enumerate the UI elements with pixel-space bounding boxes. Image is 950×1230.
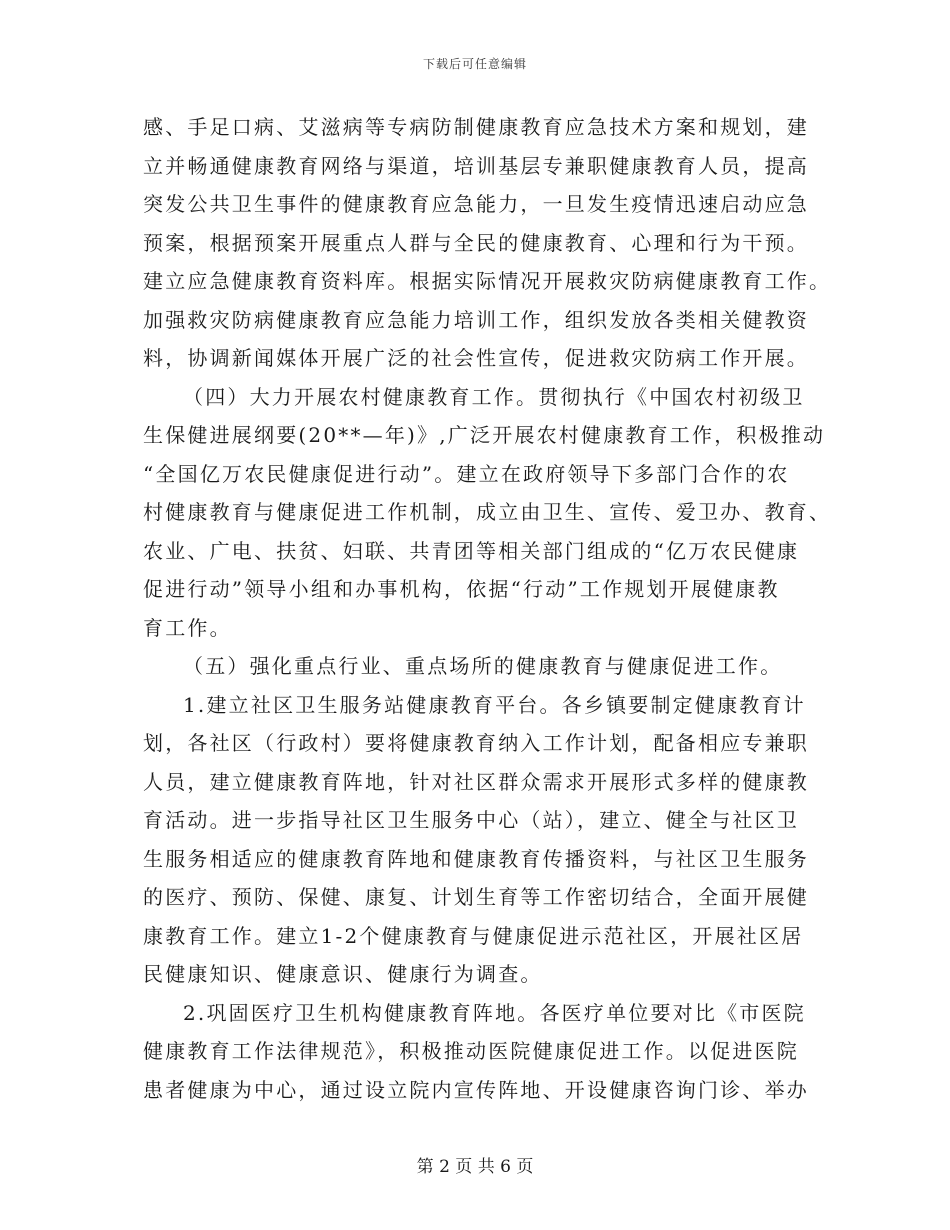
text-line: 康教育工作。建立1-2个健康教育与健康促进示范社区，开展社区居	[143, 923, 804, 948]
text-line: 料，协调新闻媒体开展广泛的社会性宣传，促进救灾防病工作开展。	[143, 346, 809, 370]
text-line: 划，各社区（行政村）要将健康教育纳入工作计划，配备相应专兼职	[143, 731, 809, 755]
text-line: 突发公共卫生事件的健康教育应急能力，一旦发生疫情迅速启动应急	[143, 192, 809, 216]
text-line: 育活动。进一步指导社区卫生服务中心（站），建立、健全与社区卫	[143, 808, 799, 832]
text-line: 患者健康为中心，通过设立院内宣传阵地、开设健康咨询门诊、举办	[143, 1077, 809, 1102]
text-line: 民健康知识、健康意识、健康行为调查。	[143, 962, 543, 986]
text-line: 1.建立社区卫生服务站健康教育平台。各乡镇要制定健康教育计	[183, 692, 806, 717]
text-line: 立并畅通健康教育网络与渠道，培训基层专兼职健康教育人员，提高	[143, 153, 809, 178]
page-number-footer: 第 2 页 共 6 页	[416, 1157, 534, 1177]
text-line: 的医疗、预防、保健、康复、计划生育等工作密切结合，全面开展健	[143, 885, 809, 909]
text-line: （四）大力开展农村健康教育工作。贯彻执行《中国农村初级卫	[183, 384, 805, 409]
text-line: （五）强化重点行业、重点场所的健康教育与健康促进工作。	[183, 654, 783, 678]
document-body	[143, 108, 832, 1109]
text-line: 促进行动”领导小组和办事机构，依据“行动”工作规划开展健康教	[143, 577, 780, 601]
text-line: 村健康教育与健康促进工作机制，成立由卫生、宣传、爱卫办、教育、	[143, 500, 832, 524]
text-line: 人员，建立健康教育阵地，针对社区群众需求开展形式多样的健康教	[143, 769, 809, 794]
text-line: “全国亿万农民健康促进行动”。建立在政府领导下多部门合作的农	[143, 461, 790, 486]
text-line: 2.巩固医疗卫生机构健康教育阵地。各医疗单位要对比《市医院	[183, 1000, 806, 1025]
page-header-note: 下载后可任意编辑	[422, 57, 527, 71]
text-line: 生保健进展纲要(20**—年)》,广泛开展农村健康教育工作，积极推动	[143, 423, 826, 447]
text-line: 健康教育工作法律规范》，积极推动医院健康促进工作。以促进医院	[143, 1039, 799, 1063]
text-line: 加强救灾防病健康教育应急能力培训工作，组织发放各类相关健教资	[143, 307, 809, 332]
text-line: 预案，根据预案开展重点人群与全民的健康教育、心理和行为干预。	[143, 230, 809, 255]
text-line: 农业、广电、扶贫、妇联、共青团等相关部门组成的“亿万农民健康	[143, 538, 800, 563]
text-line: 育工作。	[143, 615, 232, 640]
text-line: 生服务相适应的健康教育阵地和健康教育传播资料，与社区卫生服务	[143, 846, 809, 871]
text-line: 感、手足口病、艾滋病等专病防制健康教育应急技术方案和规划，建	[143, 115, 809, 139]
text-line: 建立应急健康教育资料库。根据实际情况开展救灾防病健康教育工作。	[143, 269, 832, 293]
